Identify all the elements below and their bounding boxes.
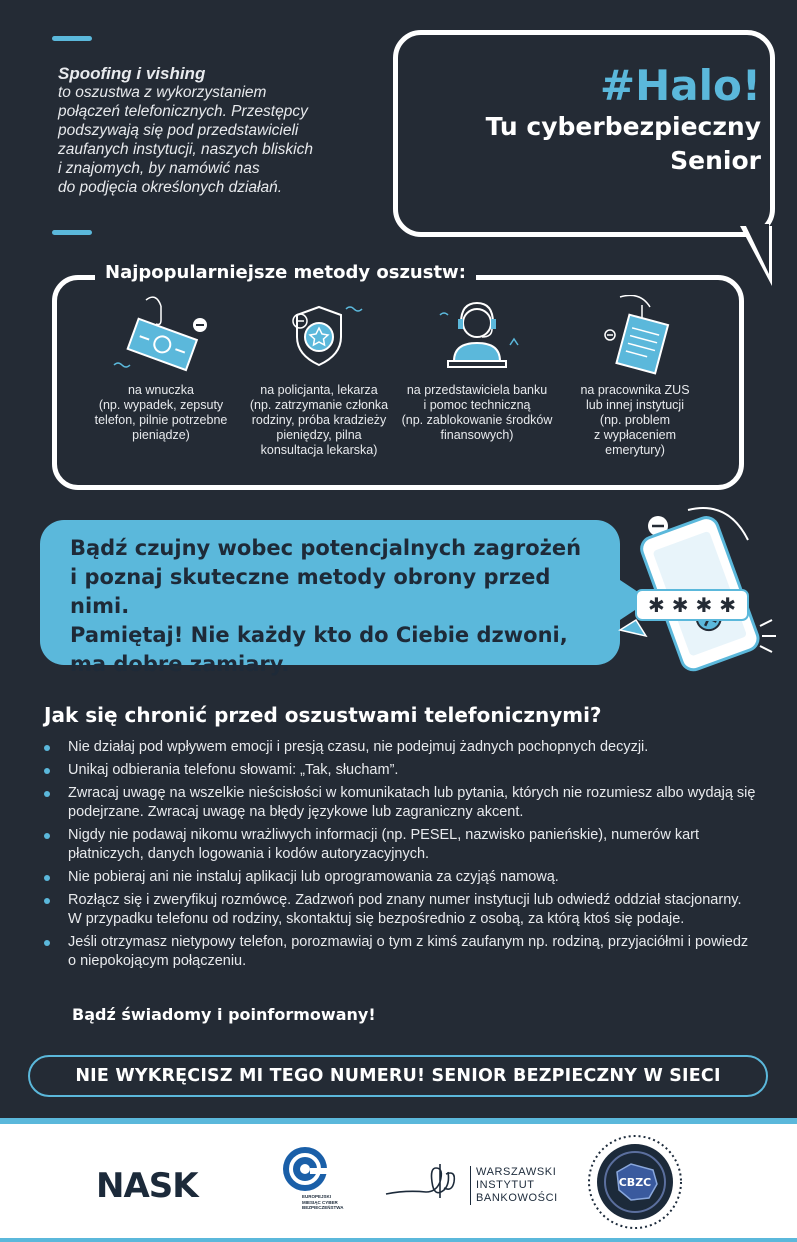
list-item: Unikaj odbierania telefonu słowami: „Tak, słucham”. xyxy=(44,761,759,780)
campaign-slogan: NIE WYKRĘCISZ MI TEGO NUMERU! SENIOR BEZPIECZNY W SIECI xyxy=(28,1055,768,1097)
intro-text xyxy=(58,64,378,197)
method-text: na policjanta, lekarza xyxy=(260,383,378,397)
warning-line: Bądź czujny wobec potencjalnych zagrożeń xyxy=(70,536,582,560)
document-hook-icon xyxy=(580,295,690,375)
police-badge-icon xyxy=(264,295,374,375)
intro-lead: Spoofing i vishing xyxy=(58,64,206,83)
method-text: konsultacja lekarska) xyxy=(260,443,378,457)
closing-message: Bądź świadomy i poinformowany! xyxy=(72,1005,376,1024)
cbzc-badge-logo xyxy=(585,1132,685,1232)
list-item: Jeśli otrzymasz nietypowy telefon, porozmawiaj o tym z kimś zaufanym np. rodziną, przyjaciółmi i powiedz o niepokojącym połączeniu. xyxy=(44,933,759,971)
method-text: i pomoc techniczną xyxy=(423,398,531,412)
wib-signature-logo xyxy=(384,1154,466,1214)
wib-text-line: WARSZAWSKI xyxy=(476,1166,557,1178)
money-hook-icon xyxy=(106,295,216,375)
warning-callout xyxy=(40,520,620,676)
list-item: Rozłącz się i zweryfikuj rozmówcę. Zadzwoń pod znany numer instytucji lub odwiedź oddział stacjonarny. W przypadku telefonu od rodziny, skontaktuj się bezpośrednio z osobą, za którą ktoś się podaje. xyxy=(44,891,759,929)
intro-line: do podjęcia określonych działań. xyxy=(58,179,283,196)
partners-footer xyxy=(0,1118,797,1242)
emcb-globe-icon xyxy=(280,1144,330,1194)
phone-fraud-illustration xyxy=(600,500,790,680)
campaign-title xyxy=(486,62,761,178)
protection-title: Jak się chronić przed oszustwami telefonicznymi? xyxy=(44,703,602,727)
method-text: (np. zablokowanie środków xyxy=(401,413,553,427)
wib-logo-text xyxy=(470,1166,558,1205)
method-text: (np. problem xyxy=(599,413,671,427)
list-item: Nigdy nie podawaj nikomu wrażliwych informacji (np. PESEL, nazwisko panieńskie), numerów kart płatniczych, danych logowania i kodów autoryzacyjnych. xyxy=(44,826,759,864)
support-agent-icon xyxy=(422,295,532,375)
intro-line: połączeń telefonicznych. Przestępcy xyxy=(58,103,308,120)
list-item: Nie pobieraj ani nie instaluj aplikacji lub oprogramowania za czyjąś namową. xyxy=(44,868,759,887)
method-text: z wypłaceniem xyxy=(594,428,676,442)
warning-line: ma dobre zamiary. xyxy=(70,652,290,676)
nask-logo: NASK xyxy=(96,1166,198,1206)
campaign-subtitle-line2: Senior xyxy=(670,146,761,175)
method-text: rodziny, próba kradzieży xyxy=(251,413,387,427)
intro-line: i znajomych, by namówić nas xyxy=(58,160,260,177)
method-text: pieniędzy, pilna xyxy=(276,428,362,442)
list-item: Nie działaj pod wpływem emocji i presją czasu, nie podejmuj żadnych pochopnych decyzji. xyxy=(44,738,759,757)
protection-tips-list xyxy=(44,738,759,975)
method-grandchild xyxy=(76,295,246,443)
method-text: na wnuczka xyxy=(127,383,194,397)
method-bank-support xyxy=(392,295,562,443)
method-text: (np. zatrzymanie członka xyxy=(249,398,389,412)
intro-line: to oszustwa z wykorzystaniem xyxy=(58,84,267,101)
method-text: (np. wypadek, zepsuty xyxy=(98,398,224,412)
method-text: lub innej instytucji xyxy=(586,398,684,412)
emcb-logo-text: EUROPEJSKI MIESIĄC CYBER BEZPIECZEŃSTWA xyxy=(302,1194,344,1210)
list-item: Zwracaj uwagę na wszelkie nieścisłości w komunikatach lub pytania, których nie rozumiesz albo wydają się podejrzane. Zwracaj uwagę na błędy językowe lub zagraniczny akcent. xyxy=(44,784,759,822)
password-mask-text: ✱ ✱ ✱ ✱ xyxy=(648,593,736,617)
method-zus xyxy=(550,295,720,458)
campaign-subtitle-line1: Tu cyberbezpieczny xyxy=(485,112,761,141)
speech-bubble-tail-inner xyxy=(745,224,769,274)
cbzc-logo-text: CBZC xyxy=(618,1176,652,1189)
bottom-dash-decoration xyxy=(52,230,92,235)
wib-text-line: INSTYTUT xyxy=(476,1179,535,1191)
wib-text-line: BANKOWOŚCI xyxy=(476,1192,558,1204)
top-dash-decoration xyxy=(52,36,92,41)
warning-line: Pamiętaj! Nie każdy kto do Ciebie dzwoni, xyxy=(70,623,568,647)
method-text: emerytury) xyxy=(605,443,665,457)
emcb-logo xyxy=(280,1144,344,1210)
warning-line: i poznaj skuteczne metody obrony przed nimi. xyxy=(70,565,551,618)
campaign-hashtag: #Halo! xyxy=(599,61,761,110)
intro-line: podszywają się pod przedstawicieli xyxy=(58,122,299,139)
intro-line: zaufanych instytucji, naszych bliskich xyxy=(58,141,314,158)
method-text: na przedstawiciela banku xyxy=(406,383,548,397)
methods-title: Najpopularniejsze metody oszustw: xyxy=(95,262,476,283)
method-text: na pracownika ZUS xyxy=(580,383,690,397)
method-police-doctor xyxy=(234,295,404,458)
method-text: pieniądze) xyxy=(132,428,190,442)
method-text: telefon, pilnie potrzebne xyxy=(94,413,228,427)
method-text: finansowych) xyxy=(440,428,514,442)
